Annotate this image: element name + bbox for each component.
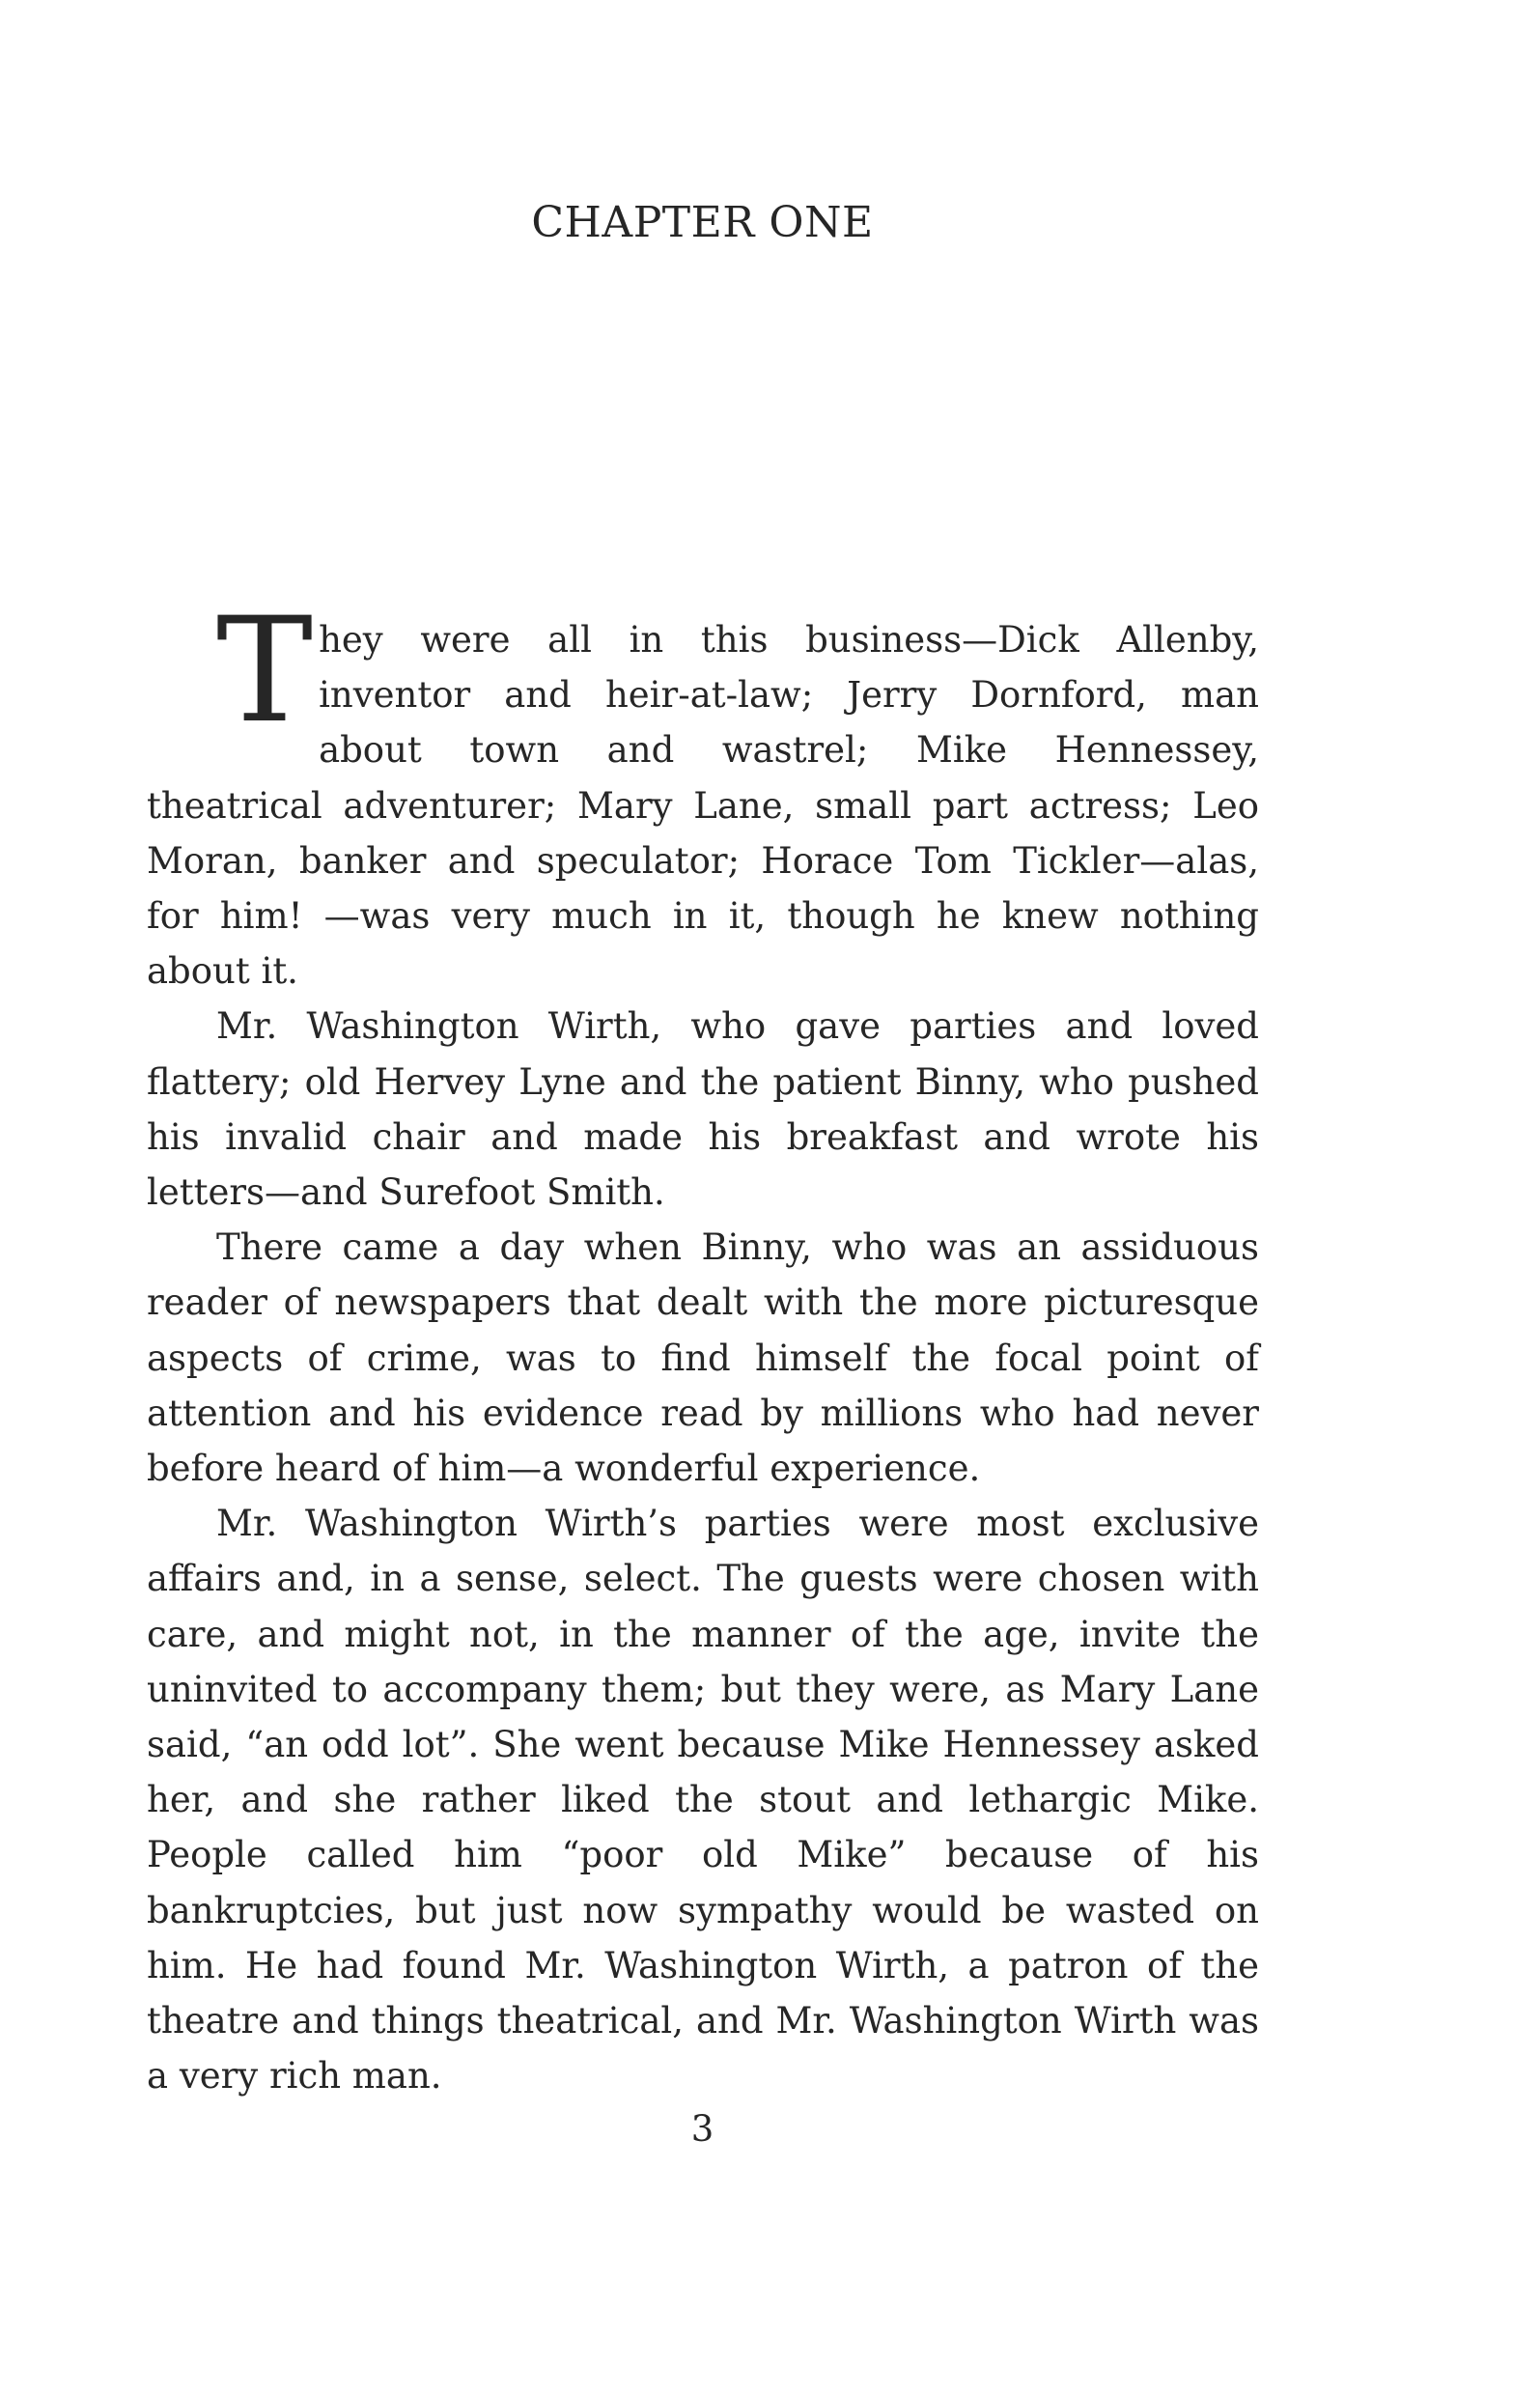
paragraph-1-text: hey were all in this business—Dick Allenby, inventor and heir-at-law; Jerry Dornford, man about town and wastrel; Mike Hennessey, theatrical adventurer; Mary Lane, small part actress; Leo Moran, banker and speculator; Horace Tom Tickler—alas, for him! —was very much in it, though he knew nothing about it. [147, 619, 1259, 993]
chapter-body [147, 587, 1259, 2103]
page-number: 3 [690, 2108, 714, 2150]
paragraph-1 [147, 587, 1259, 999]
paragraph-2: Mr. Washington Wirth, who gave parties and loved flattery; old Hervey Lyne and the patient Binny, who pushed his invalid chair and made his breakfast and wrote his letters—and Surefoot Smith. [147, 1005, 1259, 1214]
chapter-title: CHAPTER ONE [531, 198, 874, 247]
drop-cap: T [216, 587, 314, 755]
paragraph-4: Mr. Washington Wirth’s parties were most exclusive affairs and, in a sense, select. The guests were chosen with care, and might not, in the manner of the age, invite the uninvited to accompany them; but they were, as Mary Lane said, “an odd lot”. She went because Mike Hennessey asked her, and she rather liked the stout and lethargic Mike. People called him “poor old Mike” because of his bankruptcies, but just now sympathy would be wasted on him. He had found Mr. Washington Wirth, a patron of the theatre and things theatrical, and Mr. Washington Wirth was a very rich man. [147, 1503, 1259, 2098]
paragraph-3: There came a day when Binny, who was an assiduous reader of newspapers that dealt with the more picturesque aspects of crime, was to find himself the focal point of attention and his evidence read by millions who had never before heard of him—a wonderful experience. [147, 1226, 1259, 1490]
